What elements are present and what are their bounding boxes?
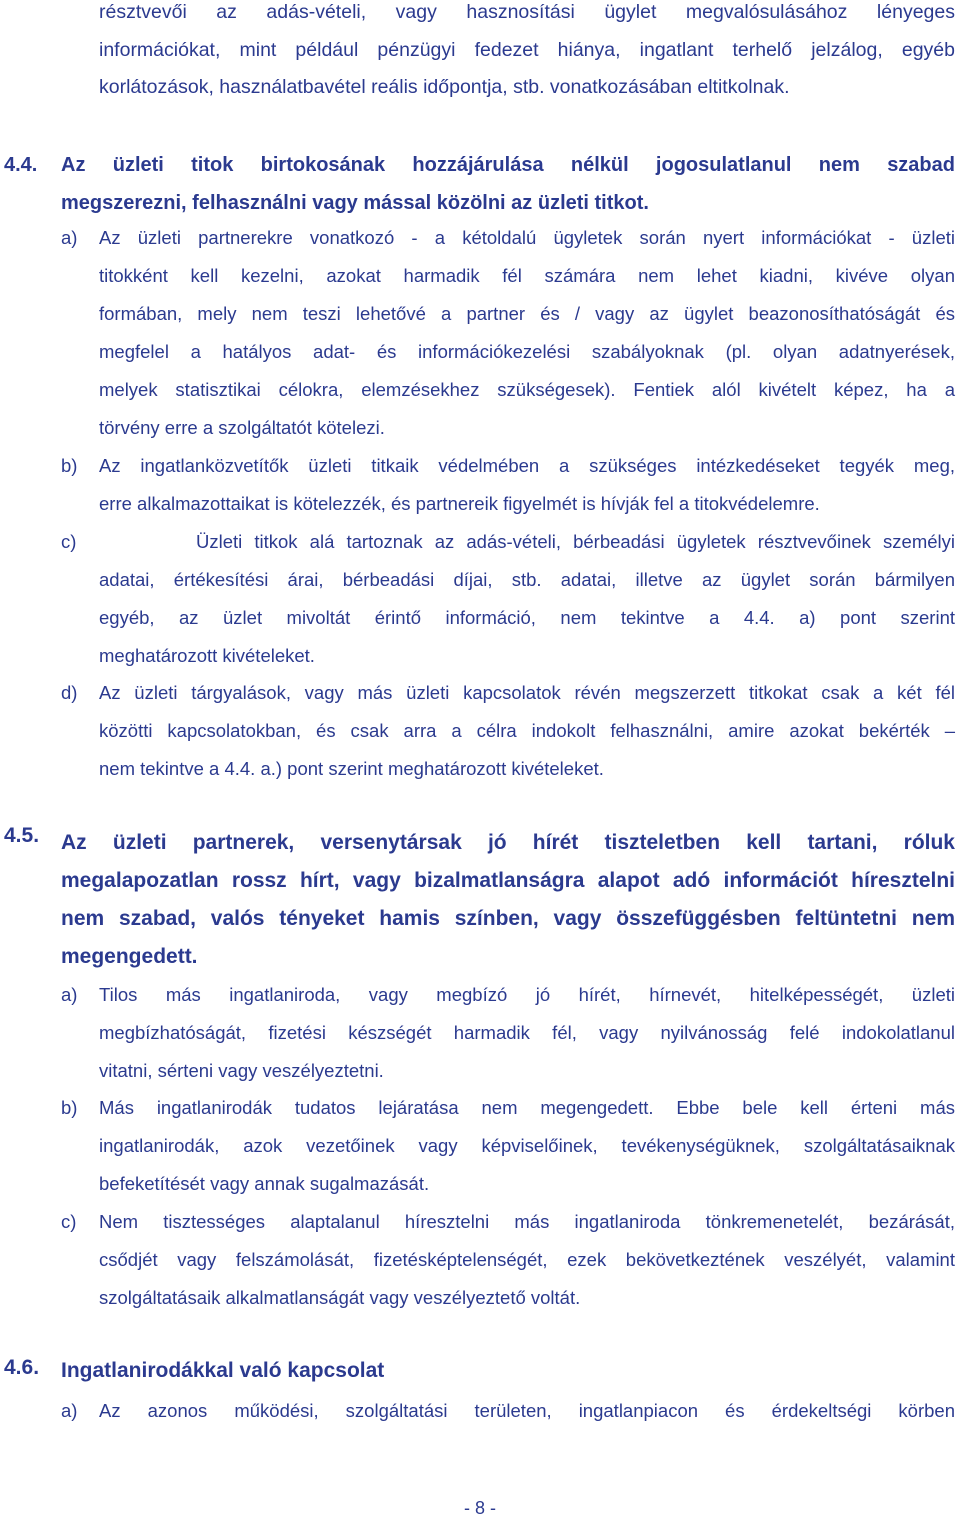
- item-body: [99, 447, 955, 523]
- page-number: - 8 -: [463, 1498, 496, 1518]
- item-line: meghatározott kivételeket.: [99, 645, 315, 666]
- item-label: a): [61, 227, 78, 248]
- item-line: Tilos más ingatlaniroda, vagy megbízó jó hírét, hírnevét, hitelképességét, üzleti: [99, 984, 955, 1005]
- item-line: Az azonos működési, szolgáltatási területen, ingatlanpiacon és érdekeltségi körben: [99, 1400, 955, 1421]
- item-line: befeketítését vagy annak sugalmazását.: [99, 1173, 430, 1194]
- item-body: [99, 976, 955, 1090]
- item-body: [99, 674, 955, 788]
- item-line: szolgáltatásaik alkalmatlanságát vagy veszélyeztető voltát.: [99, 1287, 581, 1308]
- item-line: vitatni, sérteni vagy veszélyeztetni.: [99, 1060, 384, 1081]
- item-line: melyek statisztikai célokra, elemzésekhez szükségesek). Fentiek alól kivételt képez, ha a: [99, 379, 955, 400]
- item-label: a): [61, 984, 78, 1005]
- item-line: titokként kell kezelni, azokat harmadik fél számára nem lehet kiadni, kivéve olyan: [99, 265, 955, 286]
- item-label: c): [61, 531, 77, 552]
- item-label: b): [61, 455, 78, 476]
- section-title-line: megszerezni, felhasználni vagy mással közölni az üzleti titkot.: [61, 192, 649, 214]
- item-line: Az ingatlanközvetítők üzleti titkaik védelmében a szükséges intézkedéseket tegyék meg,: [99, 455, 955, 476]
- section-title-line: Az üzleti titok birtokosának hozzájárulása nélkül jogosulatlanul nem szabad: [61, 154, 955, 176]
- item-line: nem tekintve a 4.4. a.) pont szerint meghatározott kivételeket.: [99, 758, 604, 779]
- item-line: Üzleti titkok alá tartoznak az adás-vételi, bérbeadási ügyletek résztvevőinek személyi: [99, 531, 955, 552]
- item-line: adatai, értékesítési árai, bérbeadási díjai, stb. adatai, illetve az ügylet során bármilyen: [99, 569, 955, 590]
- item-body: [99, 523, 955, 675]
- item-line: közötti kapcsolatokban, és csak arra a célra indokolt felhasználni, amire azokat bekérték –: [99, 720, 955, 741]
- section-number: 4.5.: [4, 824, 40, 847]
- item-body: [99, 1392, 955, 1430]
- item-line: erre alkalmazottaikat is kötelezzék, és partnereik figyelmét is hívják fel a titokvédelemre.: [99, 493, 820, 514]
- item-line: Más ingatlanirodák tudatos lejáratása nem megengedett. Ebbe bele kell érteni más: [99, 1097, 955, 1118]
- intro-line: résztvevői az adás-vételi, vagy hasznosítási ügylet megvalósulásához lényeges: [99, 1, 955, 23]
- item-label: a): [61, 1400, 78, 1421]
- item-body: [99, 1089, 955, 1203]
- section-title-line: Az üzleti partnerek, versenytársak jó hírét tiszteletben kell tartani, róluk: [61, 831, 955, 854]
- item-line: Nem tisztességes alaptalanul híresztelni más ingatlaniroda tönkremenetelét, bezárását,: [99, 1211, 955, 1232]
- section-title: [61, 146, 955, 222]
- item-line: megfelel a hatályos adat- és információkezelési szabályoknak (pl. olyan adatnyerések,: [99, 341, 955, 362]
- intro-paragraph: [99, 0, 955, 107]
- section-title-line: megalapozatlan rossz hírt, vagy bizalmatlanságra alapot adó információt híresztelni: [61, 869, 955, 892]
- section-title-line: nem szabad, valós tényeket hamis színben, vagy összefüggésben feltüntetni nem: [61, 907, 955, 930]
- intro-line: információkat, mint például pénzügyi fedezet hiánya, ingatlant terhelő jelzálog, egyéb: [99, 38, 955, 61]
- item-line: formában, mely nem teszi lehetővé a partner és / vagy az ügylet beazonosíthatóságát és: [99, 303, 955, 324]
- section-number: 4.4.: [4, 154, 38, 176]
- section-title: Ingatlanirodákkal való kapcsolat: [61, 1359, 385, 1382]
- intro-line: korlátozások, használatbavétel reális időpontja, stb. vonatkozásában eltitkolnak.: [99, 76, 790, 98]
- item-label: d): [61, 682, 78, 703]
- section-title: [61, 824, 955, 976]
- item-label: b): [61, 1097, 78, 1118]
- item-body: [99, 1203, 955, 1317]
- item-line: megbízhatóságát, fizetési készségét harmadik fél, vagy nyilvánosság felé indokolatlanul: [99, 1022, 955, 1043]
- section-number: 4.6.: [4, 1356, 40, 1379]
- section-title-line: megengedett.: [61, 945, 198, 968]
- item-line: Az üzleti tárgyalások, vagy más üzleti kapcsolatok révén megszerzett titkokat csak a két fél: [99, 682, 955, 703]
- item-line: csődjét vagy felszámolását, fizetésképtelenségét, ezek bekövetkeztének veszélyét, valamint: [99, 1249, 955, 1270]
- item-line: ingatlanirodák, azok vezetőinek vagy képviselőinek, tevékenységüknek, szolgáltatásaiknak: [99, 1135, 955, 1156]
- item-body: [99, 219, 955, 447]
- item-line: Az üzleti partnerekre vonatkozó - a kétoldalú ügyletek során nyert információkat - üzleti: [99, 227, 955, 248]
- item-line: törvény erre a szolgáltatót kötelezi.: [99, 417, 385, 438]
- item-line: egyéb, az üzlet mivoltát érintő információ, nem tekintve a 4.4. a) pont szerint: [99, 607, 955, 628]
- item-label: c): [61, 1211, 77, 1232]
